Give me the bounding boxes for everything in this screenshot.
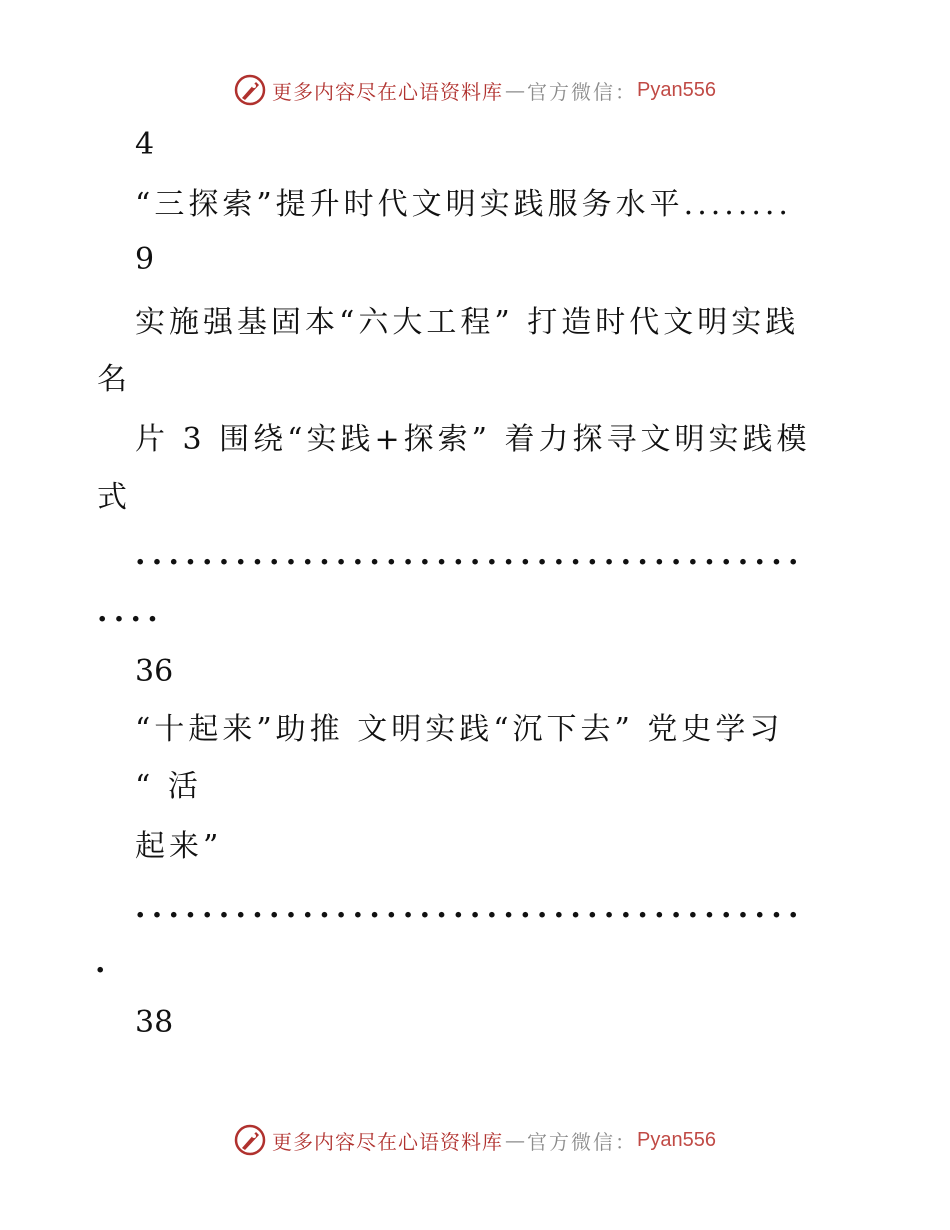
toc-leader-dots: ........................................ (135, 890, 805, 925)
banner-text: 更多内容尽在心语资料库 (272, 79, 504, 104)
banner-text: 更多内容尽在心语资料库 (272, 1129, 504, 1154)
banner-separator: — (505, 1128, 526, 1152)
banner-wechat-id: Pyan556 (637, 1128, 716, 1151)
toc-page-number: 38 (135, 1005, 174, 1040)
toc-entry-continuation: 式 (97, 480, 127, 515)
banner-label: 官方微信： (527, 1129, 638, 1154)
toc-page-number: 4 (135, 127, 155, 162)
toc-leader-dots: ........................................ (135, 537, 805, 572)
toc-leader-dots: . (95, 945, 112, 980)
banner-wechat-id: Pyan556 (637, 78, 716, 101)
toc-entry-continuation: 名 (97, 362, 127, 397)
header-banner (0, 70, 950, 110)
pen-logo-icon (234, 74, 266, 106)
banner-separator: — (505, 78, 526, 102)
pen-logo-icon (234, 1124, 266, 1156)
toc-entry: “三探索”提升时代文明实践服务水平........ (135, 187, 792, 222)
toc-entry-continuation: 起来” (135, 829, 223, 864)
toc-leader-dots: .... (97, 594, 164, 629)
toc-entry-continuation: “ 活 (135, 769, 202, 804)
toc-page-number: 9 (135, 242, 155, 277)
banner-label: 官方微信： (527, 79, 638, 104)
toc-entry: 片 3 围绕“实践+探索” 着力探寻文明实践模 (135, 422, 811, 457)
footer-banner (0, 1120, 950, 1160)
toc-page-number: 36 (135, 654, 174, 689)
toc-entry: 实施强基固本“六大工程” 打造时代文明实践 (135, 305, 800, 340)
toc-entry: “十起来”助推 文明实践“沉下去” 党史学习 (135, 712, 784, 747)
